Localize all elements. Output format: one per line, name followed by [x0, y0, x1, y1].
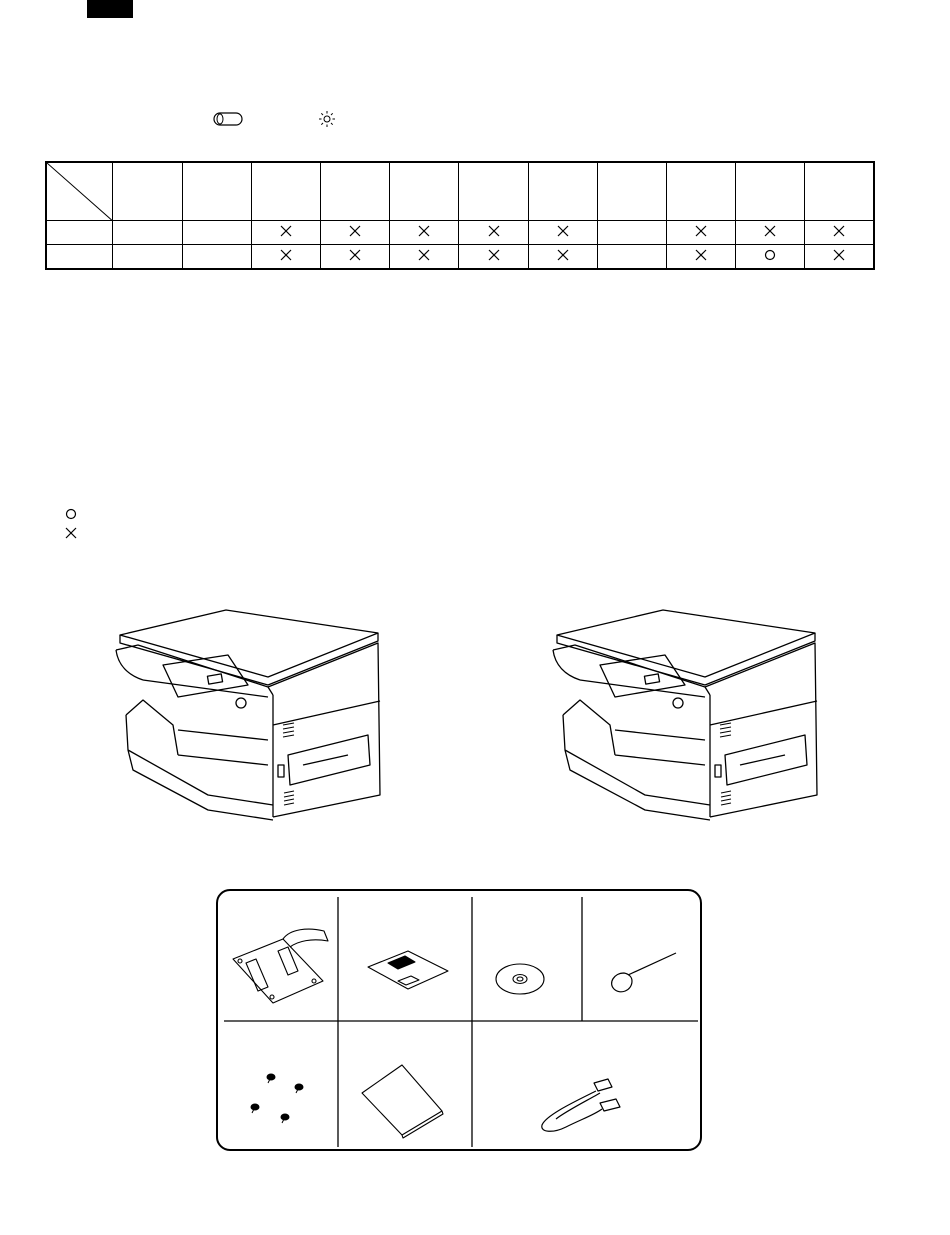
legend-circle-item: [64, 505, 78, 523]
header-cell: [390, 162, 459, 221]
pin-tool-icon: [602, 947, 682, 997]
cross-icon: [694, 224, 708, 238]
header-cell: [666, 162, 735, 221]
cross-mark-cell: [251, 221, 320, 245]
header-cell: [528, 162, 597, 221]
cross-icon: [279, 224, 293, 238]
header-cell: [597, 162, 666, 221]
table-cell: [112, 245, 182, 269]
circle-icon: [64, 507, 78, 521]
cross-icon: [279, 248, 293, 262]
cross-icon: [832, 224, 846, 238]
table-cell: [597, 221, 666, 245]
header-cell: [459, 162, 528, 221]
cross-mark-cell: [251, 245, 320, 269]
cross-mark-cell: [666, 245, 735, 269]
circle-icon: [763, 248, 777, 262]
interface-board-icon: [228, 921, 334, 1011]
cross-mark-cell: [528, 245, 597, 269]
lamp-icon: [318, 110, 336, 128]
cross-mark-cell: [805, 245, 874, 269]
cross-icon: [417, 224, 431, 238]
cross-icon: [64, 526, 78, 540]
circle-mark-cell: [736, 245, 805, 269]
cross-mark-cell: [390, 245, 459, 269]
copier-left-illustration: [108, 605, 388, 823]
row-label-cell: [46, 245, 112, 269]
header-diagonal-cell: [46, 162, 112, 221]
cross-mark-cell: [459, 221, 528, 245]
section-tab: [87, 0, 133, 18]
table-row: [46, 221, 874, 245]
paper-roll-icon: [211, 110, 245, 128]
table-cell: [112, 221, 182, 245]
header-cell: [182, 162, 251, 221]
screws-icon: [243, 1069, 313, 1129]
header-cell: [736, 162, 805, 221]
table-cell: [182, 245, 251, 269]
cross-icon: [487, 248, 501, 262]
header-cell: [321, 162, 390, 221]
cross-icon: [348, 224, 362, 238]
header-cell: [805, 162, 874, 221]
cross-mark-cell: [666, 221, 735, 245]
cross-icon: [417, 248, 431, 262]
cross-icon: [487, 224, 501, 238]
cross-mark-cell: [390, 221, 459, 245]
manual-booklet-icon: [358, 1059, 448, 1139]
cross-mark-cell: [528, 221, 597, 245]
cross-icon: [763, 224, 777, 238]
cross-mark-cell: [805, 221, 874, 245]
printer-cable-icon: [536, 1075, 636, 1137]
cross-mark-cell: [459, 245, 528, 269]
cross-icon: [556, 224, 570, 238]
cross-icon: [348, 248, 362, 262]
cross-icon: [556, 248, 570, 262]
accessories-box: [216, 889, 702, 1151]
spec-table: [45, 161, 875, 270]
table-cell: [597, 245, 666, 269]
row-label-cell: [46, 221, 112, 245]
table-header-row: [46, 162, 874, 221]
header-cell: [112, 162, 182, 221]
copier-right-illustration: [545, 605, 825, 823]
cross-mark-cell: [736, 221, 805, 245]
table-cell: [182, 221, 251, 245]
cd-rom-icon: [490, 959, 550, 999]
cross-icon: [694, 248, 708, 262]
cross-mark-cell: [321, 221, 390, 245]
header-cell: [251, 162, 320, 221]
cross-mark-cell: [321, 245, 390, 269]
cross-icon: [832, 248, 846, 262]
rom-chip-board-icon: [363, 943, 453, 999]
legend-cross-item: [64, 524, 78, 542]
table-row: [46, 245, 874, 269]
